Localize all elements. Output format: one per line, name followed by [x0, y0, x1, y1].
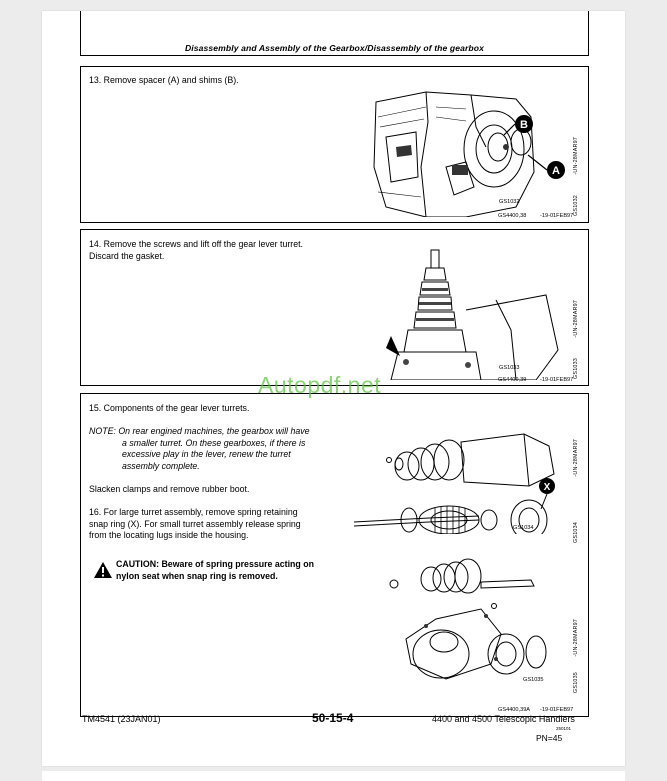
side-code: GS1032	[573, 195, 579, 216]
step-14-line: Discard the gasket.	[89, 250, 165, 261]
side-code: -UN-28MAR97	[573, 619, 579, 657]
bottom-code-right: -19-01FEB97	[540, 707, 574, 713]
footer-page-number: 50-15-4	[312, 711, 354, 725]
step-16-text	[89, 507, 301, 542]
watermark: Autopdf.net	[258, 372, 382, 398]
step-14-line: 14. Remove the screws and lift off the gear lever turret.	[89, 239, 303, 249]
bottom-code-right: -19-01FEB97	[540, 377, 574, 383]
figure-label: GS1033	[499, 365, 520, 371]
gearbox-spacer-illustration	[366, 77, 566, 217]
callout-b: B	[520, 119, 528, 131]
step-14-text	[89, 239, 303, 262]
small-turret-exploded-view	[386, 554, 561, 689]
bottom-code-left: GS4400,38	[498, 213, 527, 219]
next-page-edge	[42, 771, 625, 781]
side-code: GS1034	[573, 522, 579, 543]
footer-date-code: 250101	[556, 726, 572, 731]
side-code: GS1033	[573, 358, 579, 379]
note-line: assembly complete.	[122, 460, 200, 471]
step-15-text: 15. Components of the gear lever turrets.	[89, 403, 250, 413]
step-16-line: 16. For large turret assembly, remove spring retaining	[89, 507, 298, 517]
bottom-code-left: GS4400,39	[498, 377, 527, 383]
footer-pn: PN=45	[536, 733, 563, 743]
note-block	[89, 426, 310, 472]
step-14-section	[80, 229, 589, 386]
caution-line: nylon seat when snap ring is removed.	[116, 570, 278, 581]
step-16-line: from the locating lugs inside the housing.	[89, 530, 249, 540]
bottom-code-left: GS4400,39A	[498, 707, 531, 713]
figure-label: GS1034	[513, 525, 534, 531]
side-code: -UN-28MAR97	[573, 300, 579, 338]
step-13-text: 13. Remove spacer (A) and shims (B).	[89, 75, 239, 85]
warning-triangle-icon	[93, 561, 113, 579]
step-15-16-section	[80, 393, 589, 717]
note-line: a smaller turret. On these gearboxes, if there is	[122, 437, 306, 448]
large-turret-exploded-view	[349, 424, 569, 534]
caution-block	[93, 559, 343, 582]
note-line: excessive play in the lever, renew the turret	[122, 449, 291, 459]
side-code: -UN-28MAR97	[573, 439, 579, 477]
side-code: GS1035	[573, 672, 579, 693]
callout-x: X	[543, 482, 551, 493]
figure-label: GS1035	[523, 677, 544, 683]
side-code: -UN-28MAR97	[573, 137, 579, 175]
figure-label: GS1032	[499, 199, 520, 205]
slacken-text: Slacken clamps and remove rubber boot.	[89, 484, 250, 494]
footer-title: 4400 and 4500 Telescopic Handlers	[432, 714, 575, 724]
footer-manual-id: TM4541 (23JAN01)	[82, 714, 161, 724]
callout-a: A	[552, 165, 560, 177]
gear-lever-turret-illustration	[386, 240, 561, 380]
bottom-code-right: -19-01FEB97	[540, 213, 574, 219]
header-box	[80, 11, 589, 56]
note-line: NOTE: On rear engined machines, the gearbox will have	[89, 426, 310, 436]
step-16-line: snap ring (X). For small turret assembly release spring	[89, 518, 301, 529]
page-header-title: Disassembly and Assembly of the Gearbox/Disassembly of the gearbox	[184, 43, 485, 53]
caution-line: CAUTION: Beware of spring pressure acting on	[116, 559, 314, 569]
step-13-section	[80, 66, 589, 223]
